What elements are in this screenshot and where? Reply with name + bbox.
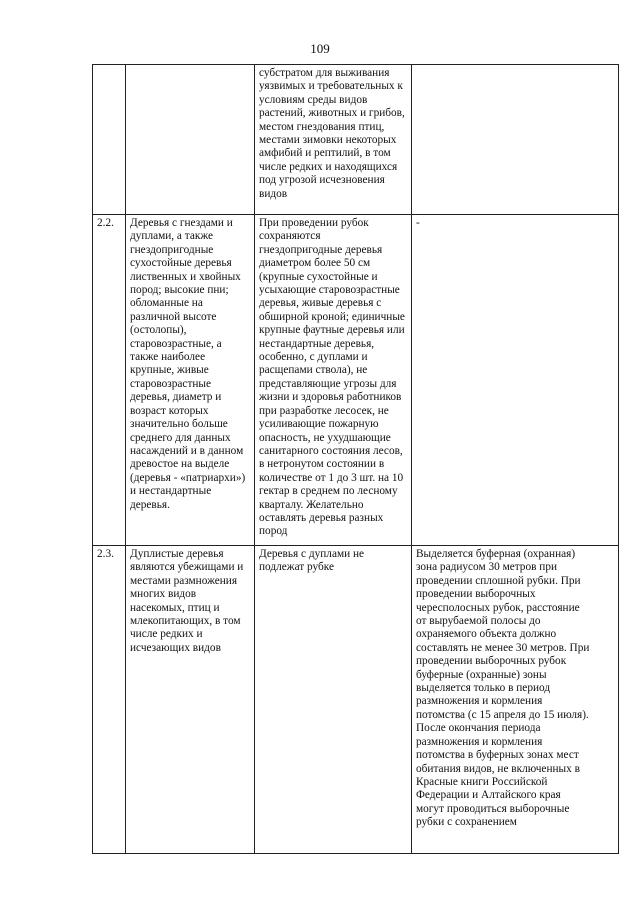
row-number: 2.3. xyxy=(97,548,114,560)
object-text: Деревья с гнездами и дуплами, а также гнездопригодные сухостойные деревья лиственных и хвойных пород; высокие пни; обломанные на различной высоте (остолопы), старовозрастные, а также наиболее крупные, живые старовозрастные деревья, диаметр и возраст которых значительно больше среднего для данных насаждений и в данном древостое на выделе (деревья - «патриархи») и нестандартные деревья. xyxy=(130,217,246,511)
row-number-cell xyxy=(93,546,126,854)
buffer-zone-cell xyxy=(412,215,619,546)
row-number-cell xyxy=(93,215,126,546)
measures-cell xyxy=(255,65,412,215)
buffer-zone-cell xyxy=(412,65,619,215)
object-cell xyxy=(126,215,255,546)
protected-objects-table xyxy=(92,64,619,854)
page-number: 109 xyxy=(310,41,330,56)
buffer-zone-text: Выделяется буферная (охранная) зона радиусом 30 метров при проведении сплошной рубки. При проведении выборочных чересполосных рубок, расстояние от вырубаемой полосы до охраняемого объекта должно составлять не менее 30 метров. При проведении выборочных рубок буферные (охранные) зоны выделяется только в период размножения и кормления потомства (с 15 апреля до 15 июля). После окончания периода размножения и кормления потомства в буферных зонах мест обитания видов, не включенных в Красные книги Российской Федерации и Алтайского края могут проводиться выборочные рубки с сохранением xyxy=(416,548,590,829)
row-number-cell xyxy=(93,65,126,215)
measures-cell xyxy=(255,215,412,546)
table-row xyxy=(93,65,619,215)
measures-text: Деревья с дуплами не подлежат рубке xyxy=(259,548,365,574)
measures-text: При проведении рубок сохраняются гнездопригодные деревья диаметром более 50 см (крупные сухостойные и усыхающие старовозрастные деревья, живые деревья с обширной кроной; единичные крупные фаутные деревья или нестандартные деревья, особенно, с дуплами и расщепами ствола), не представляющие угрозы для жизни и здоровья работников при разработке лесосек, не усиливающие пожарную опасность, не ухудшающие санитарного состояния лесов, в нетронутом состоянии в количестве от 1 до 3 шт. на 10 гектар в среднем по лесному кварталу. Желательно оставлять деревья разных пород xyxy=(259,217,405,538)
table-row xyxy=(93,546,619,854)
object-text: Дуплистые деревья являются убежищами и местами размножения многих видов насекомых, птиц и млекопитающих, в том числе редких и исчезающих видов xyxy=(130,548,244,654)
buffer-zone-text: - xyxy=(416,217,420,229)
measures-cell xyxy=(255,546,412,854)
row-number: 2.2. xyxy=(97,217,114,229)
table-row xyxy=(93,215,619,546)
object-cell xyxy=(126,65,255,215)
buffer-zone-cell xyxy=(412,546,619,854)
object-cell xyxy=(126,546,255,854)
measures-text: субстратом для выживания уязвимых и требовательных к условиям среды видов растений, животных и грибов, местом гнездования птиц, местами зимовки некоторых амфибий и рептилий, в том числе редких и находящихся под угрозой исчезновения видов xyxy=(259,67,405,200)
